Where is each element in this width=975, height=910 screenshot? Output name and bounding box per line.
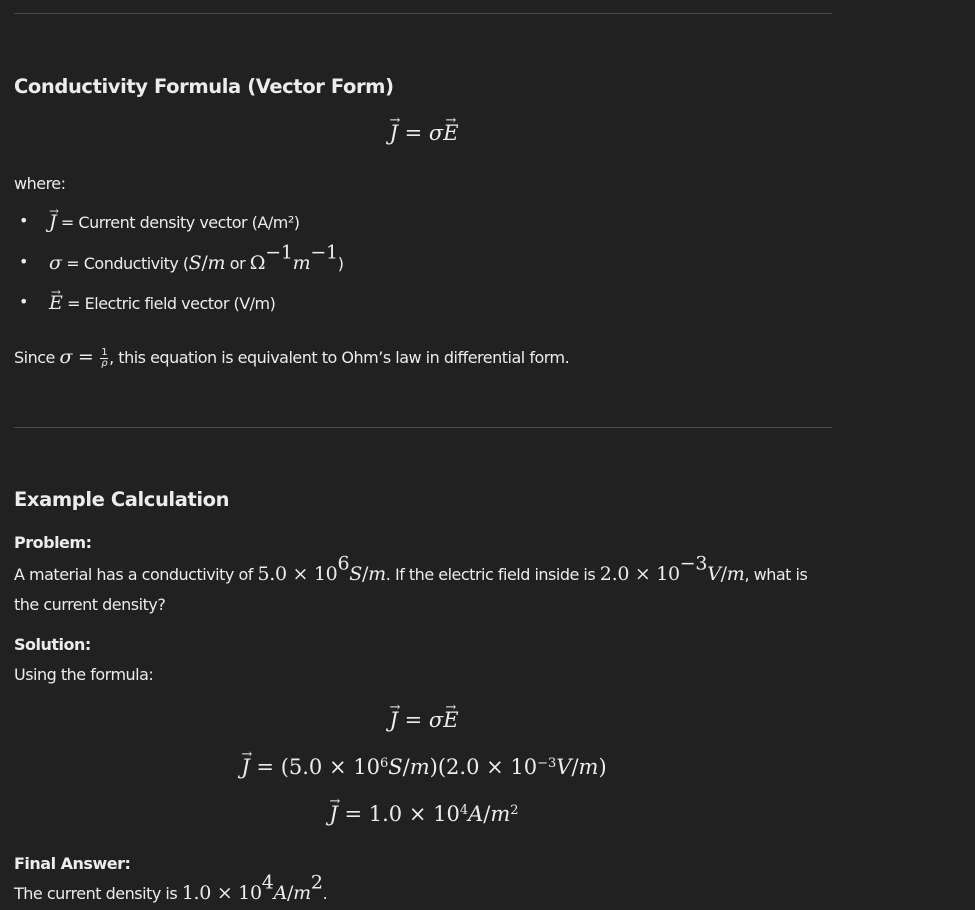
value: 2.0 × 10 (599, 563, 680, 585)
fraction-one-over-rho (100, 348, 108, 369)
exponent: 2 (510, 802, 519, 818)
problem-text: . If the electric field inside is (385, 565, 600, 584)
divider-top (14, 13, 832, 14)
unit-slash: / (402, 755, 410, 779)
problem-text-line1 (14, 552, 808, 585)
unit-slash: / (361, 563, 369, 585)
since-text: Since (14, 348, 60, 367)
unit-slash: / (483, 802, 491, 826)
current-density-symbol: → J (389, 121, 397, 145)
equation-part: = (5.0 × 10 (249, 755, 380, 779)
or-text: or (225, 254, 250, 273)
exponent: 6 (379, 755, 389, 771)
using-formula-text: Using the formula: (14, 665, 154, 684)
problem-text-line2: the current density? (14, 595, 166, 614)
unit-m: m (726, 563, 745, 585)
unit-v: V (556, 755, 572, 779)
fraction-denominator: ρ (101, 358, 108, 369)
unit-slash: / (201, 252, 208, 274)
list-item-text: = Electric field vector (V/m) (62, 294, 276, 313)
sigma-symbol: σ (59, 346, 73, 368)
value: 1.0 × 10 (181, 882, 262, 904)
bullet-icon: • (19, 211, 29, 230)
equation-part: = 1.0 × 10 (337, 802, 460, 826)
unit-s: S (188, 252, 202, 274)
electric-field-symbol: → E (443, 121, 458, 145)
solution-label: Solution: (14, 635, 91, 654)
exponent: −3 (537, 755, 557, 771)
since-sentence (14, 346, 569, 369)
bullet-icon: • (19, 292, 29, 311)
unit-slash: / (286, 882, 294, 904)
value: 5.0 × 10 (257, 563, 338, 585)
list-item-electric-field (49, 292, 275, 314)
final-text: The current density is (14, 884, 182, 903)
unit-slash: / (571, 755, 579, 779)
close-paren: ) (598, 755, 607, 779)
close-paren: ) (337, 254, 344, 273)
equals-sign: = (72, 346, 100, 368)
exponent: −1 (265, 241, 293, 264)
section-heading-example: Example Calculation (14, 488, 230, 511)
unit-a: A (273, 882, 287, 904)
current-density-symbol: → J (49, 211, 56, 233)
where-label: where: (14, 174, 66, 193)
electric-field-symbol: → E (443, 708, 458, 732)
unit-ohm: Ω (249, 252, 266, 274)
bullet-icon: • (19, 252, 29, 271)
problem-text: , what is (744, 565, 808, 584)
divider-middle (14, 427, 832, 428)
final-answer-text (14, 871, 328, 904)
unit-m: m (293, 882, 311, 904)
unit-s: S (349, 563, 362, 585)
unit-m: m (207, 252, 226, 274)
equation-formula (0, 708, 848, 732)
electric-field-symbol: → E (49, 292, 63, 314)
section-heading-conductivity: Conductivity Formula (Vector Form) (14, 75, 394, 98)
unit-m: m (490, 802, 511, 826)
since-text: , this equation is equivalent to Ohm’s law in differential form. (109, 348, 570, 367)
unit-m: m (292, 252, 311, 274)
current-density-symbol: → J (389, 708, 397, 732)
unit-v: V (707, 563, 721, 585)
exponent: 6 (337, 552, 350, 575)
unit-s: S (388, 755, 403, 779)
unit-m: m (368, 563, 386, 585)
unit-m: m (578, 755, 599, 779)
exponent: −3 (679, 552, 708, 575)
final-answer-label: Final Answer: (14, 854, 131, 873)
final-text: . (322, 884, 328, 903)
fraction-numerator: 1 (101, 347, 108, 358)
equation-substitution (0, 755, 848, 779)
exponent: 2 (310, 871, 323, 894)
unit-slash: / (720, 563, 727, 585)
list-item-text: = Conductivity ( (61, 254, 189, 273)
equals-sign: = (397, 121, 429, 145)
unit-a: A (468, 802, 484, 826)
list-item-text: = Current density vector (A/m²) (56, 213, 300, 232)
problem-text: A material has a conductivity of (14, 565, 258, 584)
list-item-conductivity (49, 241, 344, 274)
problem-label: Problem: (14, 533, 92, 552)
current-density-symbol: → J (329, 802, 337, 826)
exponent: 4 (261, 871, 274, 894)
sigma-symbol: σ (428, 121, 444, 145)
equation-result (0, 802, 848, 826)
formula-conductivity (0, 121, 848, 145)
equals-sign: = (397, 708, 429, 732)
sigma-symbol: σ (428, 708, 444, 732)
current-density-symbol: → J (241, 755, 249, 779)
exponent: −1 (310, 241, 338, 264)
unit-m: m (409, 755, 430, 779)
exponent: 4 (459, 802, 469, 818)
equation-part: )(2.0 × 10 (429, 755, 538, 779)
list-item-current-density (49, 211, 300, 233)
sigma-symbol: σ (49, 252, 62, 274)
